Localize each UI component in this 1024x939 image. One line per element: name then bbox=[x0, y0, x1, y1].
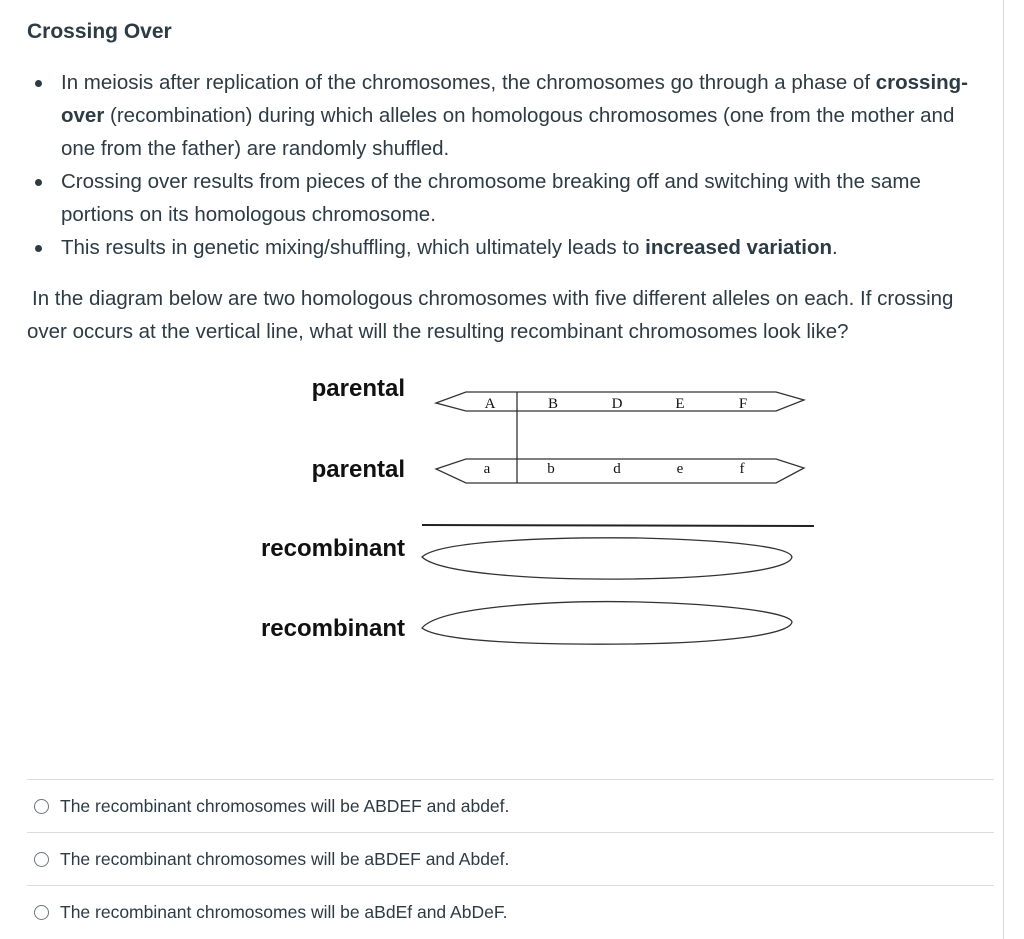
bullet-3-text-post: . bbox=[832, 236, 838, 259]
allele-top-3: D bbox=[611, 396, 623, 412]
bullet-3-bold: increased variation bbox=[645, 236, 833, 259]
bullet-1-text-pre: In meiosis after replication of the chromosomes, the chromosomes go through a phase of bbox=[61, 71, 876, 94]
allele-top-4: E bbox=[675, 396, 685, 412]
allele-top-5: F bbox=[738, 396, 748, 412]
answer-choices bbox=[27, 779, 994, 938]
allele-bottom-2: b bbox=[547, 461, 555, 477]
answer-text-1: The recombinant chromosomes will be ABDEF and abdef. bbox=[60, 795, 510, 816]
allele-bottom-1: a bbox=[483, 461, 491, 477]
recombinant-chromosome-2 bbox=[422, 602, 792, 645]
radio-button-2[interactable] bbox=[34, 852, 49, 867]
question-text: In the diagram below are two homologous chromosomes with five different alleles on each. If crossing over occurs at the vertical line, what will the resulting recombinant chromosomes look like? bbox=[27, 287, 954, 343]
bullet-1-text-post: (recombination) during which alleles on homologous chromosomes (one from the mother and one from the father) are randomly shuffled. bbox=[61, 104, 955, 160]
bullet-item-2 bbox=[27, 165, 987, 231]
answer-text-3: The recombinant chromosomes will be aBdEf and AbDeF. bbox=[60, 901, 508, 922]
bullet-2-text: Crossing over results from pieces of the chromosome breaking off and switching with the same portions on its homologous chromosome. bbox=[61, 170, 921, 226]
label-parental-1: parental bbox=[311, 375, 405, 402]
recombinant-chromosome-1 bbox=[422, 538, 792, 579]
allele-bottom-3: d bbox=[613, 461, 621, 477]
label-recombinant-1: recombinant bbox=[260, 535, 405, 562]
answer-option-3[interactable] bbox=[27, 885, 994, 938]
bullet-item-1 bbox=[27, 66, 987, 165]
bullet-list bbox=[27, 66, 987, 264]
allele-top-2: B bbox=[547, 396, 559, 412]
chromosome-diagram bbox=[0, 360, 1000, 660]
bullet-1-bold: crossing-over bbox=[61, 71, 969, 127]
content-right-border bbox=[1003, 0, 1004, 939]
allele-top-1: A bbox=[484, 396, 496, 412]
allele-bottom-4: e bbox=[676, 461, 684, 477]
separator-line bbox=[422, 525, 814, 526]
bullet-item-3 bbox=[27, 231, 987, 264]
bottom-alleles bbox=[484, 461, 745, 477]
answer-option-1[interactable] bbox=[27, 779, 994, 832]
radio-button-3[interactable] bbox=[34, 905, 49, 920]
radio-button-1[interactable] bbox=[34, 799, 49, 814]
answer-text-2: The recombinant chromosomes will be aBDEF and Abdef. bbox=[60, 848, 510, 869]
page-title: Crossing Over bbox=[27, 20, 172, 43]
allele-bottom-5: f bbox=[739, 461, 745, 477]
bullet-3-text-pre: This results in genetic mixing/shuffling, which ultimately leads to bbox=[61, 236, 646, 259]
answer-option-2[interactable] bbox=[27, 832, 994, 885]
label-recombinant-2: recombinant bbox=[260, 615, 405, 642]
top-alleles bbox=[485, 396, 748, 412]
label-parental-2: parental bbox=[311, 456, 405, 483]
